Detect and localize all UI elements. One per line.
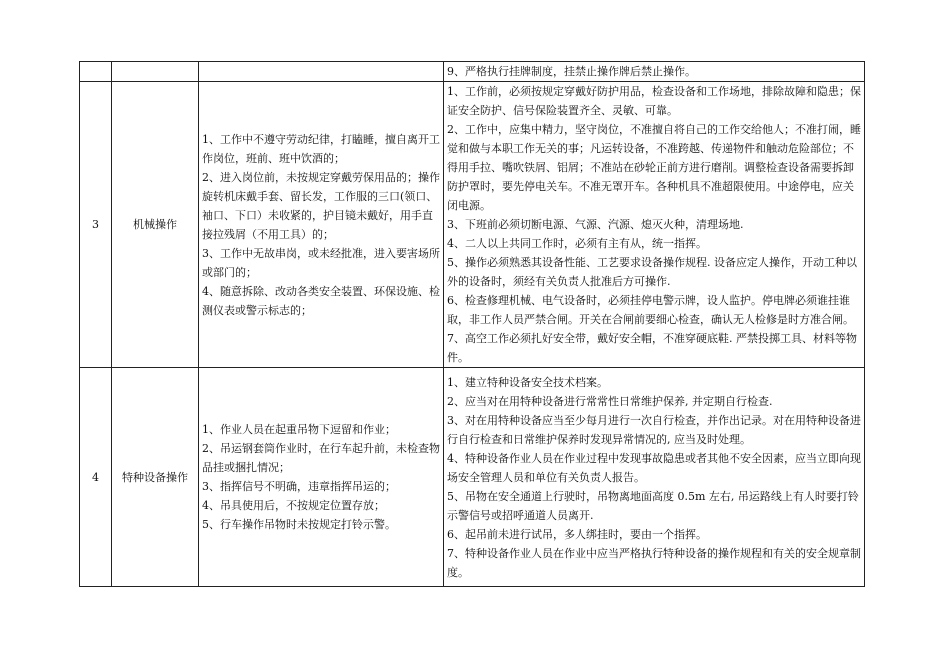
measure-item: 7、高空工作必须扎好安全带，戴好安全帽，不准穿硬底鞋. 严禁投掷工具、材料等物件。 bbox=[447, 332, 857, 364]
measure-item: 1、建立特种设备安全技术档案。 bbox=[447, 375, 608, 389]
row-number: 3 bbox=[80, 82, 112, 368]
measure-item: 5、吊物在安全通道上行驶时，吊物离地面高度 0.5m 左右, 吊运路线上有人时要打铃示警信号或招呼通道人员离开. bbox=[447, 489, 859, 522]
measure-list bbox=[444, 368, 865, 587]
hazard-list bbox=[199, 62, 444, 82]
table-row bbox=[80, 368, 865, 587]
row-number: 4 bbox=[80, 368, 112, 587]
measure-item: 3、下班前必须切断电源、气源、汽源、熄灭火种，清理场地. bbox=[447, 218, 744, 231]
table-row bbox=[80, 62, 865, 82]
measure-item: 4、特种设备作业人员在作业过程中发现事故隐患或者其他不安全因素，应当立即向现场安全管理人员和单位有关负责人报告。 bbox=[447, 451, 861, 484]
table-row bbox=[80, 82, 865, 368]
measure-item: 2、工作中，应集中精力，坚守岗位，不准擅自将自己的工作交给他人；不准打闹，睡觉和做与本职工作无关的事；凡运转设备，不准跨越、传递物件和触动危险部位；不得用手拉、嘴吹铁屑、铝屑；不准站在砂轮正前方进行磨削。调整检查设备需要拆卸防护罩时，要先停电关车。不准无罩开车。各种机具不准超限使用。中途停电，应关闭电源。 bbox=[447, 123, 861, 212]
hazard-item: 5、行车操作吊物时未按规定打铃示警。 bbox=[202, 518, 396, 531]
hazard-item: 3、工作中无故串岗，或未经批准，进入要害场所或部门的； bbox=[202, 246, 440, 279]
hazard-item: 1、工作中不遵守劳动纪律，打瞌睡，擅自离开工作岗位，班前、班中饮酒的； bbox=[202, 132, 440, 165]
row-category: 特种设备操作 bbox=[112, 368, 199, 587]
hazard-item: 3、指挥信号不明确，违章指挥吊运的； bbox=[202, 480, 396, 493]
measure-item: 6、起吊前未进行试吊，多人绑挂时，要由一个指挥。 bbox=[447, 527, 707, 541]
measure-item: 3、对在用特种设备应当至少每月进行一次自行检查，并作出记录。对在用特种设备进行自行检查和日常维护保养时发现异常情况的, 应当及时处理。 bbox=[447, 413, 861, 446]
measure-item: 7、特种设备作业人员在作业中应当严格执行特种设备的操作规程和有关的安全规章制度。 bbox=[447, 546, 861, 579]
measure-item: 2、应当对在用特种设备进行常常性日常维护保养, 并定期自行检查. bbox=[447, 394, 773, 408]
hazard-list bbox=[199, 368, 444, 587]
measure-list bbox=[444, 82, 865, 368]
measure-item: 9、严格执行挂牌制度，挂禁止操作牌后禁止操作。 bbox=[447, 65, 696, 78]
row-category: 机械操作 bbox=[112, 82, 199, 368]
row-category bbox=[112, 62, 199, 82]
measure-item: 4、二人以上共同工作时，必须有主有从，统一指挥。 bbox=[447, 237, 707, 250]
hazard-item: 4、吊具使用后，不按规定位置存放； bbox=[202, 499, 385, 512]
hazard-list bbox=[199, 82, 444, 368]
hazard-item: 2、吊运钢套筒作业时，在行车起升前，未检查物品挂或捆扎情况； bbox=[202, 442, 440, 474]
hazard-item: 1、作业人员在起重吊物下逗留和作业； bbox=[202, 423, 396, 436]
measure-item: 1、工作前，必须按规定穿戴好防护用品，检查设备和工作场地，排除故障和隐患；保证安全防护、信号保险装置齐全、灵敏、可靠。 bbox=[447, 85, 861, 117]
measure-item: 6、检查修理机械、电气设备时，必须挂停电警示牌，设人监护。停电牌必须谁挂谁取，非工作人员严禁合闸。开关在合闸前要细心检查，确认无人检修是时方准合闸。 bbox=[447, 294, 854, 326]
hazard-item: 2、进入岗位前，未按规定穿戴劳保用品的；操作旋转机床戴手套、留长发，工作服的三口(领口、袖口、下口）未收紧的，护目镜未戴好，用手直接拉残屑（不用工具）的； bbox=[202, 170, 440, 241]
measure-item: 5、操作必须熟悉其设备性能、工艺要求设备操作规程. 设备应定人操作，开动工种以外的设备时，须经有关负责人批准后方可操作. bbox=[447, 256, 857, 288]
measure-list bbox=[444, 62, 865, 82]
safety-regulations-table bbox=[79, 61, 865, 587]
row-number bbox=[80, 62, 112, 82]
hazard-item: 4、随意拆除、改动各类安全装置、环保设施、检测仪表或警示标志的； bbox=[202, 284, 440, 317]
